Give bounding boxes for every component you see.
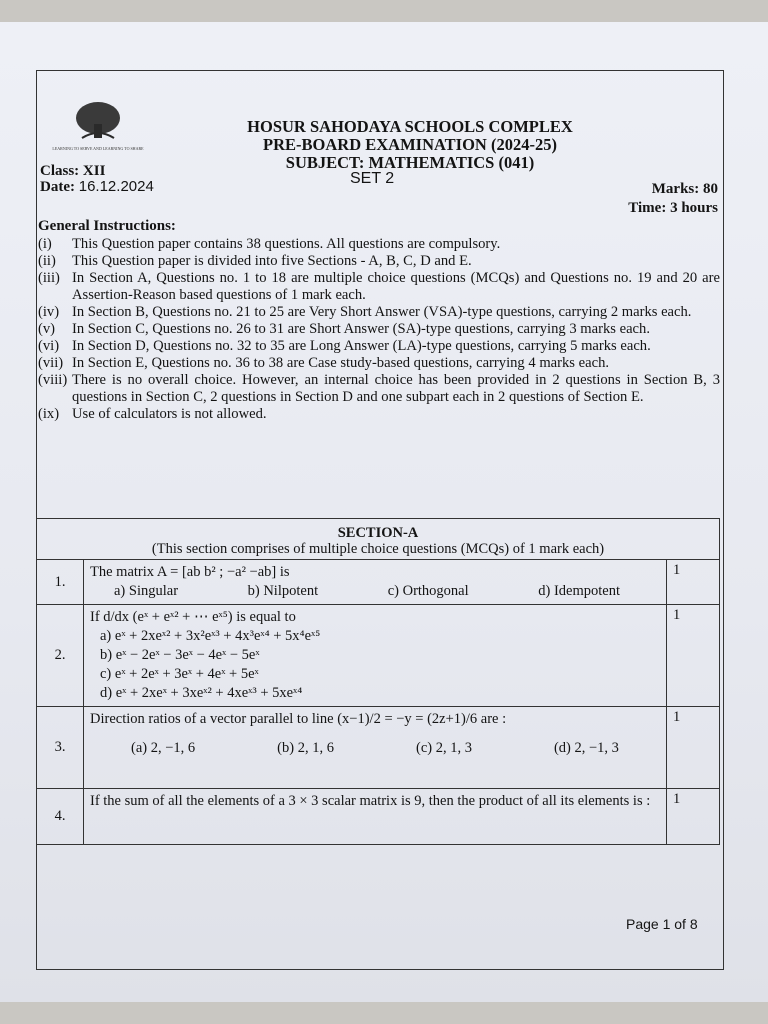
date-label: Date: (40, 179, 75, 195)
option: d) Idempotent (538, 583, 620, 599)
question-row (37, 605, 720, 707)
instruction-number: (iii) (38, 270, 60, 286)
instruction-item (38, 355, 720, 372)
exam-date: 16.12.2024 (78, 178, 154, 195)
options-group (90, 739, 660, 758)
options-group (90, 627, 660, 703)
option: a) eˣ + 2xeˣ² + 3x²eˣ³ + 4x³eˣ⁴ + 5x⁴eˣ⁵ (100, 628, 321, 644)
exam-duration: Time: 3 hours (628, 200, 718, 216)
question-text: The matrix A = [ab b² ; −a² −ab] is (90, 564, 290, 580)
instruction-number: (ix) (38, 406, 60, 422)
instruction-item (38, 372, 720, 406)
set-number: SET 2 (350, 170, 395, 187)
question-body (84, 605, 667, 707)
option: b) Nilpotent (247, 583, 319, 599)
option: a) Singular (114, 583, 179, 599)
section-subtitle: (This section comprises of multiple choice questions (MCQs) of 1 mark each) (151, 541, 605, 557)
instruction-item (38, 321, 720, 338)
option: d) eˣ + 2xeˣ + 3xeˣ² + 4xeˣ³ + 5xeˣ⁴ (100, 685, 303, 701)
option: b) eˣ − 2eˣ − 3eˣ − 4eˣ − 5eˣ (100, 647, 260, 663)
question-text: If d/dx (eˣ + eˣ² + ⋯ eˣ⁵) is equal to (90, 609, 296, 625)
instruction-number: (v) (38, 321, 56, 337)
option: (b) 2, 1, 6 (277, 740, 334, 756)
question-number: 4. (37, 789, 84, 845)
question-number: 2. (37, 605, 84, 707)
question-body (84, 789, 667, 845)
instruction-number: (iv) (38, 304, 60, 320)
question-text: If the sum of all the elements of a 3 × 3 scalar matrix is 9, then the product of all its elements is : (90, 793, 651, 809)
section-title: SECTION-A (337, 525, 419, 541)
options-group (90, 582, 660, 601)
option: c) Orthogonal (387, 583, 469, 599)
instruction-text: There is no overall choice. However, an internal choice has been provided in 2 questions in Section B, 3 questions in Section C, 2 questions in Section D and one subpart each in 2 questions of Section E. (72, 372, 720, 405)
question-number: 3. (37, 707, 84, 789)
page-number: Page 1 of 8 (626, 916, 698, 932)
option: (c) 2, 1, 3 (415, 740, 472, 756)
option: c) eˣ + 2eˣ + 3eˣ + 4eˣ + 5eˣ (100, 666, 259, 682)
option: (a) 2, −1, 6 (131, 740, 196, 756)
class-date-block (40, 163, 154, 195)
class-label: Class: XII (40, 163, 106, 179)
question-marks: 1 (667, 560, 720, 605)
question-row (37, 560, 720, 605)
instruction-text: This Question paper is divided into five Sections - A, B, C, D and E. (72, 253, 472, 269)
instruction-text: In Section D, Questions no. 32 to 35 are Long Answer (LA)-type questions, carrying 5 marks each. (72, 338, 651, 354)
question-body (84, 560, 667, 605)
school-logo (52, 98, 144, 154)
svg-text:LEARNING TO SERVE AND LEARNING: LEARNING TO SERVE AND LEARNING TO SHARE (52, 146, 144, 151)
marks-time-block (628, 180, 718, 218)
instruction-item (38, 253, 720, 270)
instruction-number: (vii) (38, 355, 64, 371)
instruction-text: In Section B, Questions no. 21 to 25 are Very Short Answer (VSA)-type questions, carrying 2 marks each. (72, 304, 692, 320)
instruction-number: (ii) (38, 253, 56, 269)
exam-header (220, 118, 600, 172)
total-marks: Marks: 80 (651, 181, 718, 197)
question-marks: 1 (667, 707, 720, 789)
question-marks: 1 (667, 605, 720, 707)
instruction-number: (vi) (38, 338, 60, 354)
section-header (37, 519, 720, 560)
instruction-text: In Section E, Questions no. 36 to 38 are Case study-based questions, carrying 4 marks each. (72, 355, 610, 371)
instruction-number: (viii) (38, 372, 68, 388)
question-number: 1. (37, 560, 84, 605)
instruction-item (38, 338, 720, 355)
instructions-title: General Instructions: (38, 218, 176, 234)
exam-name: PRE-BOARD EXAMINATION (2024-25) (263, 135, 557, 154)
instruction-number: (i) (38, 236, 52, 252)
instruction-text: In Section C, Questions no. 26 to 31 are Short Answer (SA)-type questions, carrying 3 marks each. (72, 321, 650, 337)
instruction-text: Use of calculators is not allowed. (72, 406, 267, 422)
question-text: Direction ratios of a vector parallel to line (x−1)/2 = −y = (2z+1)/6 are : (90, 711, 507, 727)
instructions-list (38, 236, 720, 423)
instruction-text: In Section A, Questions no. 1 to 18 are multiple choice questions (MCQs) and Questions no. 19 and 20 are Assertion-Reason based questions of 1 mark each. (72, 270, 720, 303)
instruction-item (38, 304, 720, 321)
instruction-text: This Question paper contains 38 questions. All questions are compulsory. (72, 236, 501, 252)
instruction-item (38, 236, 720, 253)
subject: SUBJECT: MATHEMATICS (041) (285, 153, 535, 172)
school-name: HOSUR SAHODAYA SCHOOLS COMPLEX (247, 117, 573, 136)
instruction-item (38, 406, 720, 423)
question-marks: 1 (667, 789, 720, 845)
question-body (84, 707, 667, 789)
question-row (37, 707, 720, 789)
instruction-item (38, 270, 720, 304)
option: (d) 2, −1, 3 (553, 740, 619, 756)
question-row (37, 789, 720, 845)
questions-table (36, 518, 720, 845)
